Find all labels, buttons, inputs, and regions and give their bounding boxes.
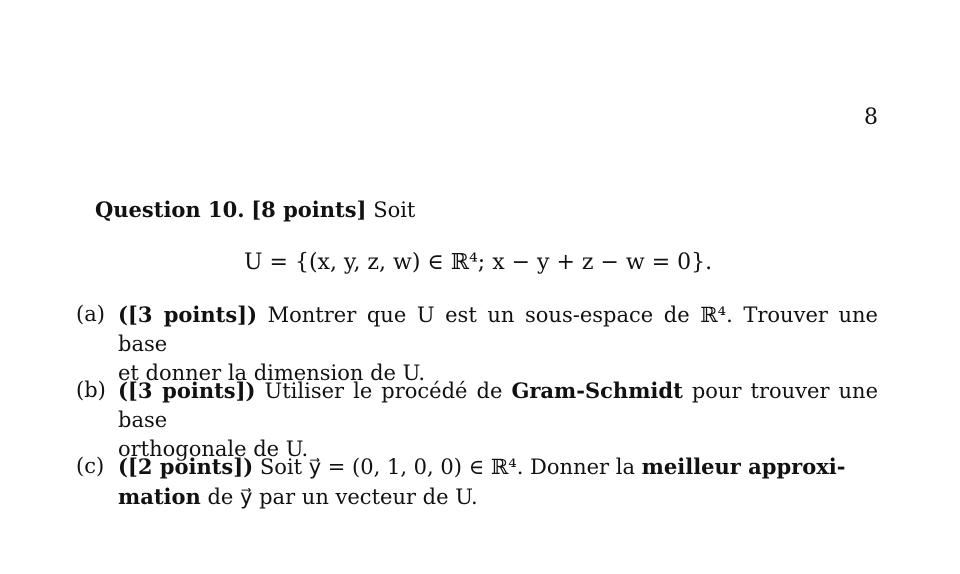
question-label: Question 10.: [95, 197, 245, 222]
part-b-line2: orthogonale de U.: [118, 437, 309, 461]
part-a-line2: et donner la dimension de U.: [118, 361, 426, 385]
part-b-text: [118, 376, 878, 464]
part-a-marker: (a): [76, 302, 105, 326]
part-a-text: [118, 300, 878, 388]
part-c-before-bold: Soit y⃗ = (0, 1, 0, 0) ∈ ℝ⁴. Donner la: [259, 455, 635, 479]
part-c-bold: meilleur approxi-: [641, 454, 846, 479]
part-c-after-bold2: de y⃗ par un vecteur de U.: [207, 485, 478, 509]
part-b-points: ([3 points]): [118, 378, 256, 403]
part-b-after-bold: pour trouver une base: [118, 379, 878, 432]
part-a-points: ([3 points]): [118, 302, 258, 327]
part-c-text: [118, 452, 878, 512]
part-c-points: ([2 points]): [118, 454, 254, 479]
set-definition-equation: U = {(x, y, z, w) ∈ ℝ⁴; x − y + z − w = 0}.: [244, 250, 713, 275]
part-b-marker: (b): [76, 378, 106, 402]
part-c-bold2: mation: [118, 484, 201, 509]
question-points: [8 points]: [251, 197, 367, 222]
part-b-before-bold: Utiliser le procédé de: [264, 379, 503, 403]
part-b-bold: Gram-Schmidt: [511, 378, 683, 403]
page-number: 8: [864, 105, 878, 130]
question-intro: Soit: [373, 198, 416, 222]
part-a-line1: Montrer que U est un sous-espace de ℝ⁴. Trouver une base: [118, 303, 878, 356]
part-c-marker: (c): [76, 454, 105, 478]
question-header: [95, 196, 415, 224]
